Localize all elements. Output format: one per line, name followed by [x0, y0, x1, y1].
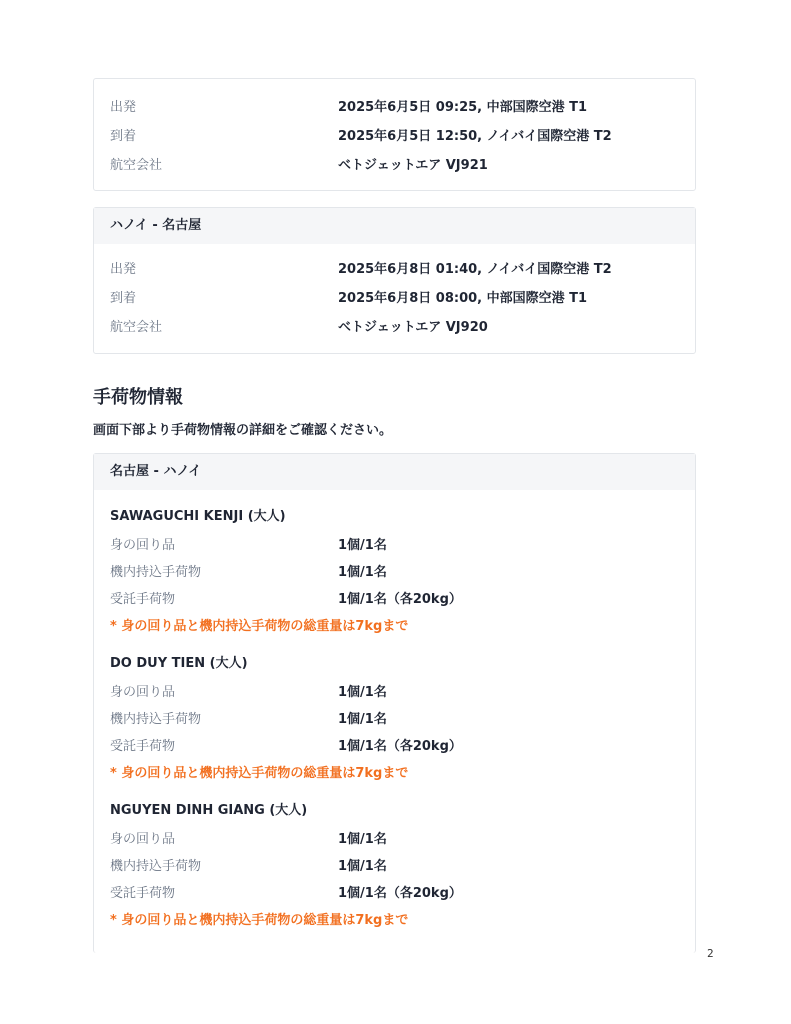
arrival-row: [94, 122, 695, 151]
personal-item-label: 身の回り品: [110, 685, 176, 700]
carry-on-label: 機内持込手荷物: [110, 565, 202, 580]
checked-baggage-value: 1個/1名（各20kg）: [338, 592, 462, 607]
passenger-block: [94, 795, 695, 936]
checked-baggage-value: 1個/1名（各20kg）: [338, 739, 462, 754]
checked-baggage-label: 受託手荷物: [110, 739, 176, 754]
arrival-value: 2025年6月5日 12:50, ノイバイ国際空港 T2: [338, 129, 612, 144]
arrival-label: 到着: [110, 291, 137, 306]
passenger-name: NGUYEN DINH GIANG (大人): [110, 803, 308, 818]
carry-on-value: 1個/1名: [338, 565, 387, 580]
carry-on-label: 機内持込手荷物: [110, 859, 202, 874]
carry-on-value: 1個/1名: [338, 859, 387, 874]
carry-on-row: [94, 559, 695, 586]
airline-value: ベトジェットエア VJ921: [338, 158, 488, 173]
airline-row: [94, 313, 695, 342]
checked-baggage-value: 1個/1名（各20kg）: [338, 886, 462, 901]
passenger-name: SAWAGUCHI KENJI (大人): [110, 509, 286, 524]
baggage-card: [93, 453, 696, 953]
personal-item-value: 1個/1名: [338, 685, 387, 700]
departure-label: 出発: [110, 262, 137, 277]
return-flight-title: ハノイ - 名古屋: [94, 208, 695, 244]
airline-label: 航空会社: [110, 320, 163, 335]
arrival-row: [94, 284, 695, 313]
checked-baggage-label: 受託手荷物: [110, 592, 176, 607]
personal-item-label: 身の回り品: [110, 538, 176, 553]
weight-limit-note: * 身の回り品と機内持込手荷物の総重量は7kgまで: [110, 766, 409, 781]
passenger-name: DO DUY TIEN (大人): [110, 656, 248, 671]
baggage-section-title: 手荷物情報: [93, 387, 183, 408]
carry-on-row: [94, 853, 695, 880]
carry-on-row: [94, 706, 695, 733]
baggage-card-title: 名古屋 - ハノイ: [94, 454, 695, 490]
checked-baggage-row: [94, 880, 695, 907]
checked-baggage-label: 受託手荷物: [110, 886, 176, 901]
page-number: 2: [707, 947, 714, 960]
personal-item-row: [94, 679, 695, 706]
airline-label: 航空会社: [110, 158, 163, 173]
personal-item-value: 1個/1名: [338, 538, 387, 553]
carry-on-value: 1個/1名: [338, 712, 387, 727]
airline-row: [94, 151, 695, 180]
weight-limit-note: * 身の回り品と機内持込手荷物の総重量は7kgまで: [110, 619, 409, 634]
weight-limit-note: * 身の回り品と機内持込手荷物の総重量は7kgまで: [110, 913, 409, 928]
arrival-label: 到着: [110, 129, 137, 144]
airline-value: ベトジェットエア VJ920: [338, 320, 488, 335]
passenger-block: [94, 501, 695, 642]
departure-row: [94, 93, 695, 122]
baggage-section-subtitle: 画面下部より手荷物情報の詳細をご確認ください。: [93, 423, 393, 438]
outbound-flight-card: [93, 78, 696, 191]
departure-row: [94, 255, 695, 284]
personal-item-row: [94, 532, 695, 559]
personal-item-row: [94, 826, 695, 853]
personal-item-label: 身の回り品: [110, 832, 176, 847]
checked-baggage-row: [94, 733, 695, 760]
personal-item-value: 1個/1名: [338, 832, 387, 847]
departure-label: 出発: [110, 100, 137, 115]
passenger-block: [94, 648, 695, 789]
carry-on-label: 機内持込手荷物: [110, 712, 202, 727]
departure-value: 2025年6月8日 01:40, ノイバイ国際空港 T2: [338, 262, 612, 277]
checked-baggage-row: [94, 586, 695, 613]
departure-value: 2025年6月5日 09:25, 中部国際空港 T1: [338, 100, 588, 115]
return-flight-card: [93, 207, 696, 354]
arrival-value: 2025年6月8日 08:00, 中部国際空港 T1: [338, 291, 588, 306]
